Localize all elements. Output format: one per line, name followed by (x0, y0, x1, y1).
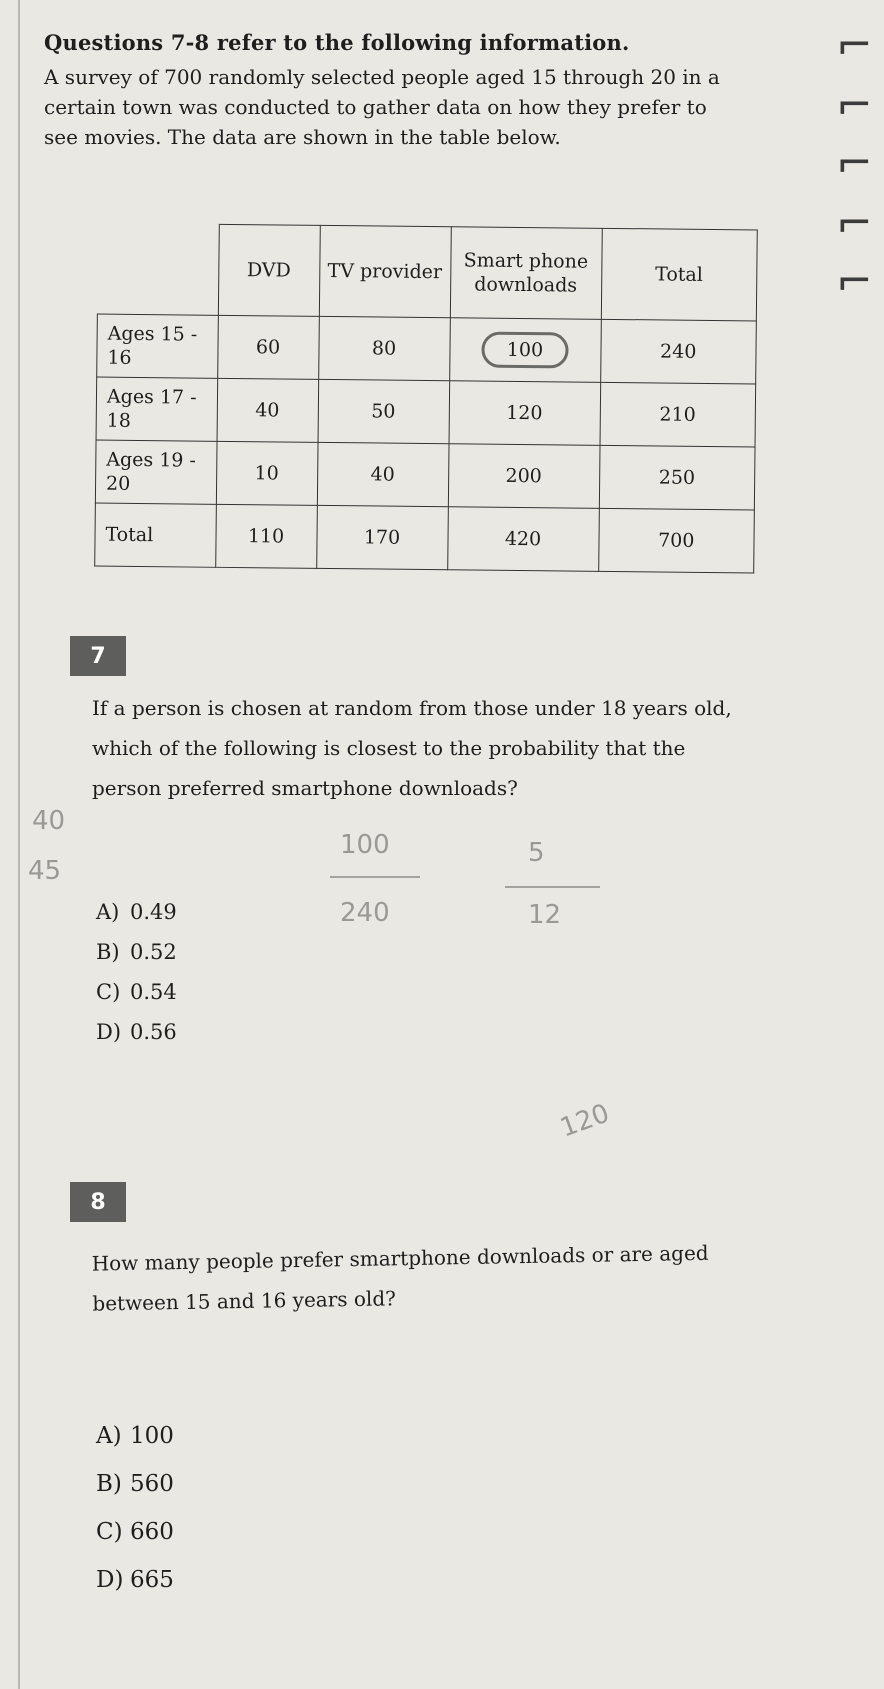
table-cell: 700 (598, 508, 754, 573)
table-cell (449, 318, 601, 383)
option-letter: C) (96, 1519, 123, 1545)
question-7-text: If a person is chosen at random from those under 18 years old, which of the following is closest to the probability that the person preferred smartphone downloads? (92, 696, 732, 800)
option-value: 0.49 (130, 900, 177, 924)
question-8-text: How many people prefer smartphone downloads or are aged between 15 and 16 years old? (91, 1240, 709, 1316)
pencil-note: 12 (528, 900, 562, 930)
answer-option-c[interactable] (96, 1508, 174, 1556)
table-header-row (97, 223, 757, 321)
binder-hook-icon: ⌐ (836, 256, 873, 307)
survey-table (94, 223, 758, 574)
option-value: 665 (130, 1567, 174, 1593)
pencil-fraction-bar (330, 876, 420, 878)
table-row (97, 314, 757, 384)
row-header: Total (95, 503, 216, 567)
binder-hook-icon: ⌐ (836, 20, 873, 71)
pencil-fraction-bar (505, 886, 600, 888)
question-number-badge: 8 (70, 1182, 126, 1222)
option-letter: D) (96, 1567, 124, 1593)
column-header-total: Total (601, 228, 757, 321)
table-cell: 50 (318, 379, 450, 443)
table-row (96, 377, 756, 447)
row-header: Ages 19 - 20 (95, 440, 216, 504)
table-row (95, 503, 755, 573)
column-header-dvd: DVD (218, 224, 320, 316)
table-row (95, 440, 755, 510)
pencil-fraction-denominator: 240 (340, 898, 390, 928)
question-7-options (96, 892, 177, 1052)
option-letter: D) (96, 1020, 122, 1044)
option-letter: B) (96, 940, 120, 964)
intro-paragraph: A survey of 700 randomly selected people aged 15 through 20 in a certain town was conducted to gather data on how they prefer to see movies. The data are shown in the table below. (44, 65, 720, 149)
table-cell: 210 (600, 382, 756, 447)
question-8-options (96, 1412, 174, 1604)
table-cell: 60 (217, 315, 319, 379)
page-edge-line (18, 0, 20, 1689)
binder-hook-icon: ⌐ (836, 198, 873, 249)
question-number-badge: 7 (70, 636, 126, 676)
table-cell: 420 (447, 507, 599, 572)
answer-option-a[interactable] (96, 1412, 174, 1460)
answer-option-b[interactable] (96, 932, 177, 972)
option-value: 100 (130, 1423, 174, 1449)
row-header: Ages 15 - 16 (97, 314, 218, 378)
pencil-note: 45 (28, 856, 62, 886)
table-cell: 250 (599, 445, 755, 510)
table-cell: 10 (216, 441, 318, 505)
option-value: 560 (130, 1471, 174, 1497)
option-letter: A) (96, 900, 120, 924)
option-letter: B) (96, 1471, 122, 1497)
pencil-note: 5 (528, 838, 545, 868)
table-cell: 110 (215, 504, 317, 568)
table-cell: 200 (448, 444, 600, 509)
answer-option-d[interactable] (96, 1012, 177, 1052)
option-letter: A) (96, 1423, 122, 1449)
table-cell: 40 (217, 378, 319, 442)
table-cell: 240 (600, 319, 756, 384)
option-value: 0.54 (130, 980, 177, 1004)
answer-option-d[interactable] (96, 1556, 174, 1604)
table-cell: 120 (449, 381, 601, 446)
circled-value: 100 (482, 332, 569, 369)
table-cell: 80 (318, 316, 450, 380)
row-header: Ages 17 - 18 (96, 377, 217, 441)
table-cell: 40 (317, 442, 449, 506)
column-header-smartphone-downloads: Smart phone downloads (450, 227, 602, 320)
column-header-tv-provider: TV provider (319, 225, 451, 317)
binder-hook-icon: ⌐ (836, 138, 873, 189)
option-value: 660 (130, 1519, 174, 1545)
pencil-fraction-numerator: 100 (340, 830, 390, 860)
option-letter: C) (96, 980, 121, 1004)
pencil-note: 120 (556, 1098, 614, 1144)
answer-option-a[interactable] (96, 892, 177, 932)
answer-option-b[interactable] (96, 1460, 174, 1508)
table-corner (97, 223, 218, 315)
binder-hook-icon: ⌐ (836, 80, 873, 131)
pencil-note: 40 (32, 806, 66, 836)
table-cell: 170 (316, 505, 448, 569)
option-value: 0.56 (130, 1020, 177, 1044)
section-header: Questions 7-8 refer to the following information. (44, 30, 630, 55)
answer-option-c[interactable] (96, 972, 177, 1012)
option-value: 0.52 (130, 940, 177, 964)
